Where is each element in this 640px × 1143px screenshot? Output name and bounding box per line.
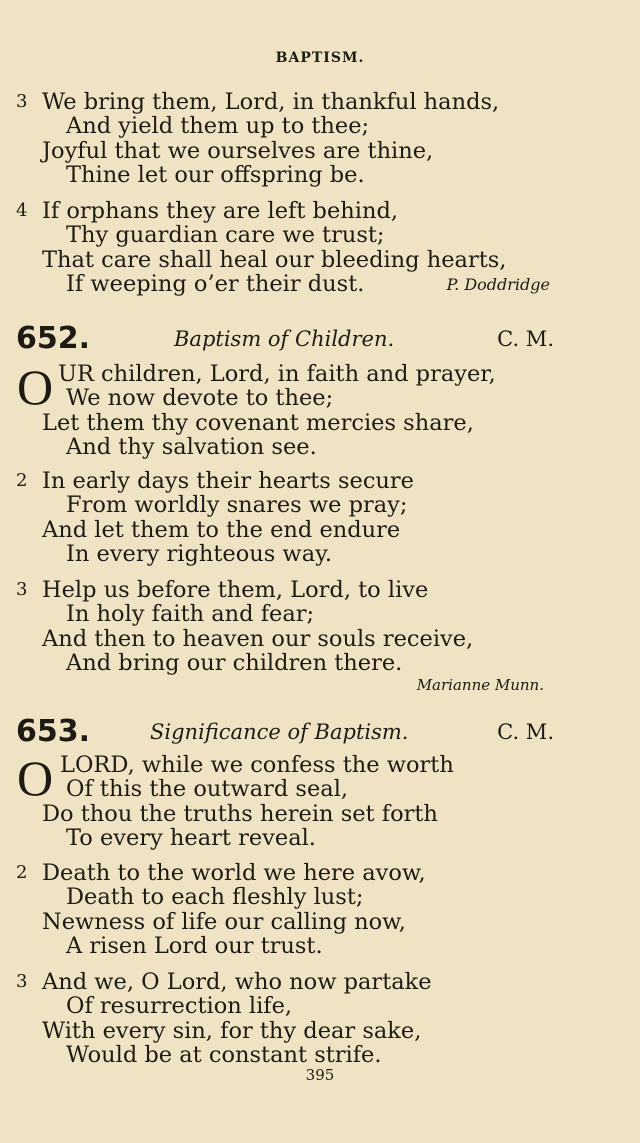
author-attribution: Marianne Munn. [416,676,544,694]
drop-cap: O [17,750,54,806]
verse-line: And let them to the end endure [42,516,401,543]
verse-line: And bring our children there. [66,650,403,677]
verse-line: Death to each fleshly lust; [66,884,364,911]
hymn-652-heading [0,321,640,355]
verse-line: In early days their hearts secure [42,468,414,494]
verse-line: In holy faith and fear; [66,601,315,628]
hymn-652-verse-2 [0,469,640,567]
verse-line: Help us before them, Lord, to live [42,577,429,603]
hymn-652-verse-1 [0,359,640,461]
verse-line: Death to the world we here avow, [42,860,426,886]
verse-line: With every sin, for thy dear sake, [42,1017,422,1044]
hymn-meter: C. M. [497,720,554,744]
verse-number: 3 [16,91,28,112]
running-header: BAPTISM. [275,50,365,66]
verse-line: If orphans they are left behind, [42,198,399,224]
drop-cap: O [17,359,54,415]
prev-hymn-verse-3 [0,90,640,188]
verse-line: In every righteous way. [66,541,332,568]
verse-line: Of this the outward seal, [66,776,349,803]
verse-line: A risen Lord our trust. [66,933,323,960]
verse-line: To every heart reveal. [66,825,316,852]
verse-line: If weeping o’er their dust. [66,271,365,298]
verse-number: 3 [16,971,28,992]
hymn-653-heading [0,714,640,748]
verse-number: 2 [16,862,28,883]
hymn-653-verse-2 [0,861,640,959]
verse-line: And yield them up to thee; [66,113,370,140]
hymn-653-verse-1 [0,750,640,852]
verse-line: UR children, Lord, in faith and prayer, [58,361,496,387]
hymn-652-verse-3 [0,578,640,676]
verse-line: We bring them, Lord, in thankful hands, [42,89,500,115]
verse-line: And then to heaven our souls receive, [42,625,474,652]
verse-line: LORD, while we confess the worth [60,752,454,778]
verse-line: From worldly snares we pray; [66,492,408,519]
hymn-number: 652. [16,321,91,356]
verse-line: Let them thy covenant mercies share, [42,409,474,436]
hymn-653-verse-3 [0,970,640,1068]
verse-line: And we, O Lord, who now partake [42,969,432,995]
verse-number: 3 [16,579,28,600]
verse-line: And thy salvation see. [66,434,317,461]
verse-line: Of resurrection life, [66,993,293,1020]
verse-line: Joyful that we ourselves are thine, [42,137,434,164]
verse-line: Thy guardian care we trust; [66,222,385,249]
hymn-number: 653. [16,714,91,749]
hymn-title: Baptism of Children. [174,327,395,351]
verse-number: 2 [16,470,28,491]
verse-line: Thine let our offspring be. [66,162,365,189]
verse-line: We now devote to thee; [66,385,334,412]
page-number: 395 [305,1066,335,1084]
verse-number: 4 [16,200,28,221]
hymn-meter: C. M. [497,327,554,351]
author-attribution: P. Doddridge [446,275,550,294]
hymn-title: Significance of Baptism. [150,720,409,744]
verse-line: Newness of life our calling now, [42,908,406,935]
verse-line: Do thou the truths herein set forth [42,800,438,827]
verse-line: Would be at constant strife. [66,1042,382,1069]
verse-line: That care shall heal our bleeding hearts, [42,246,507,273]
